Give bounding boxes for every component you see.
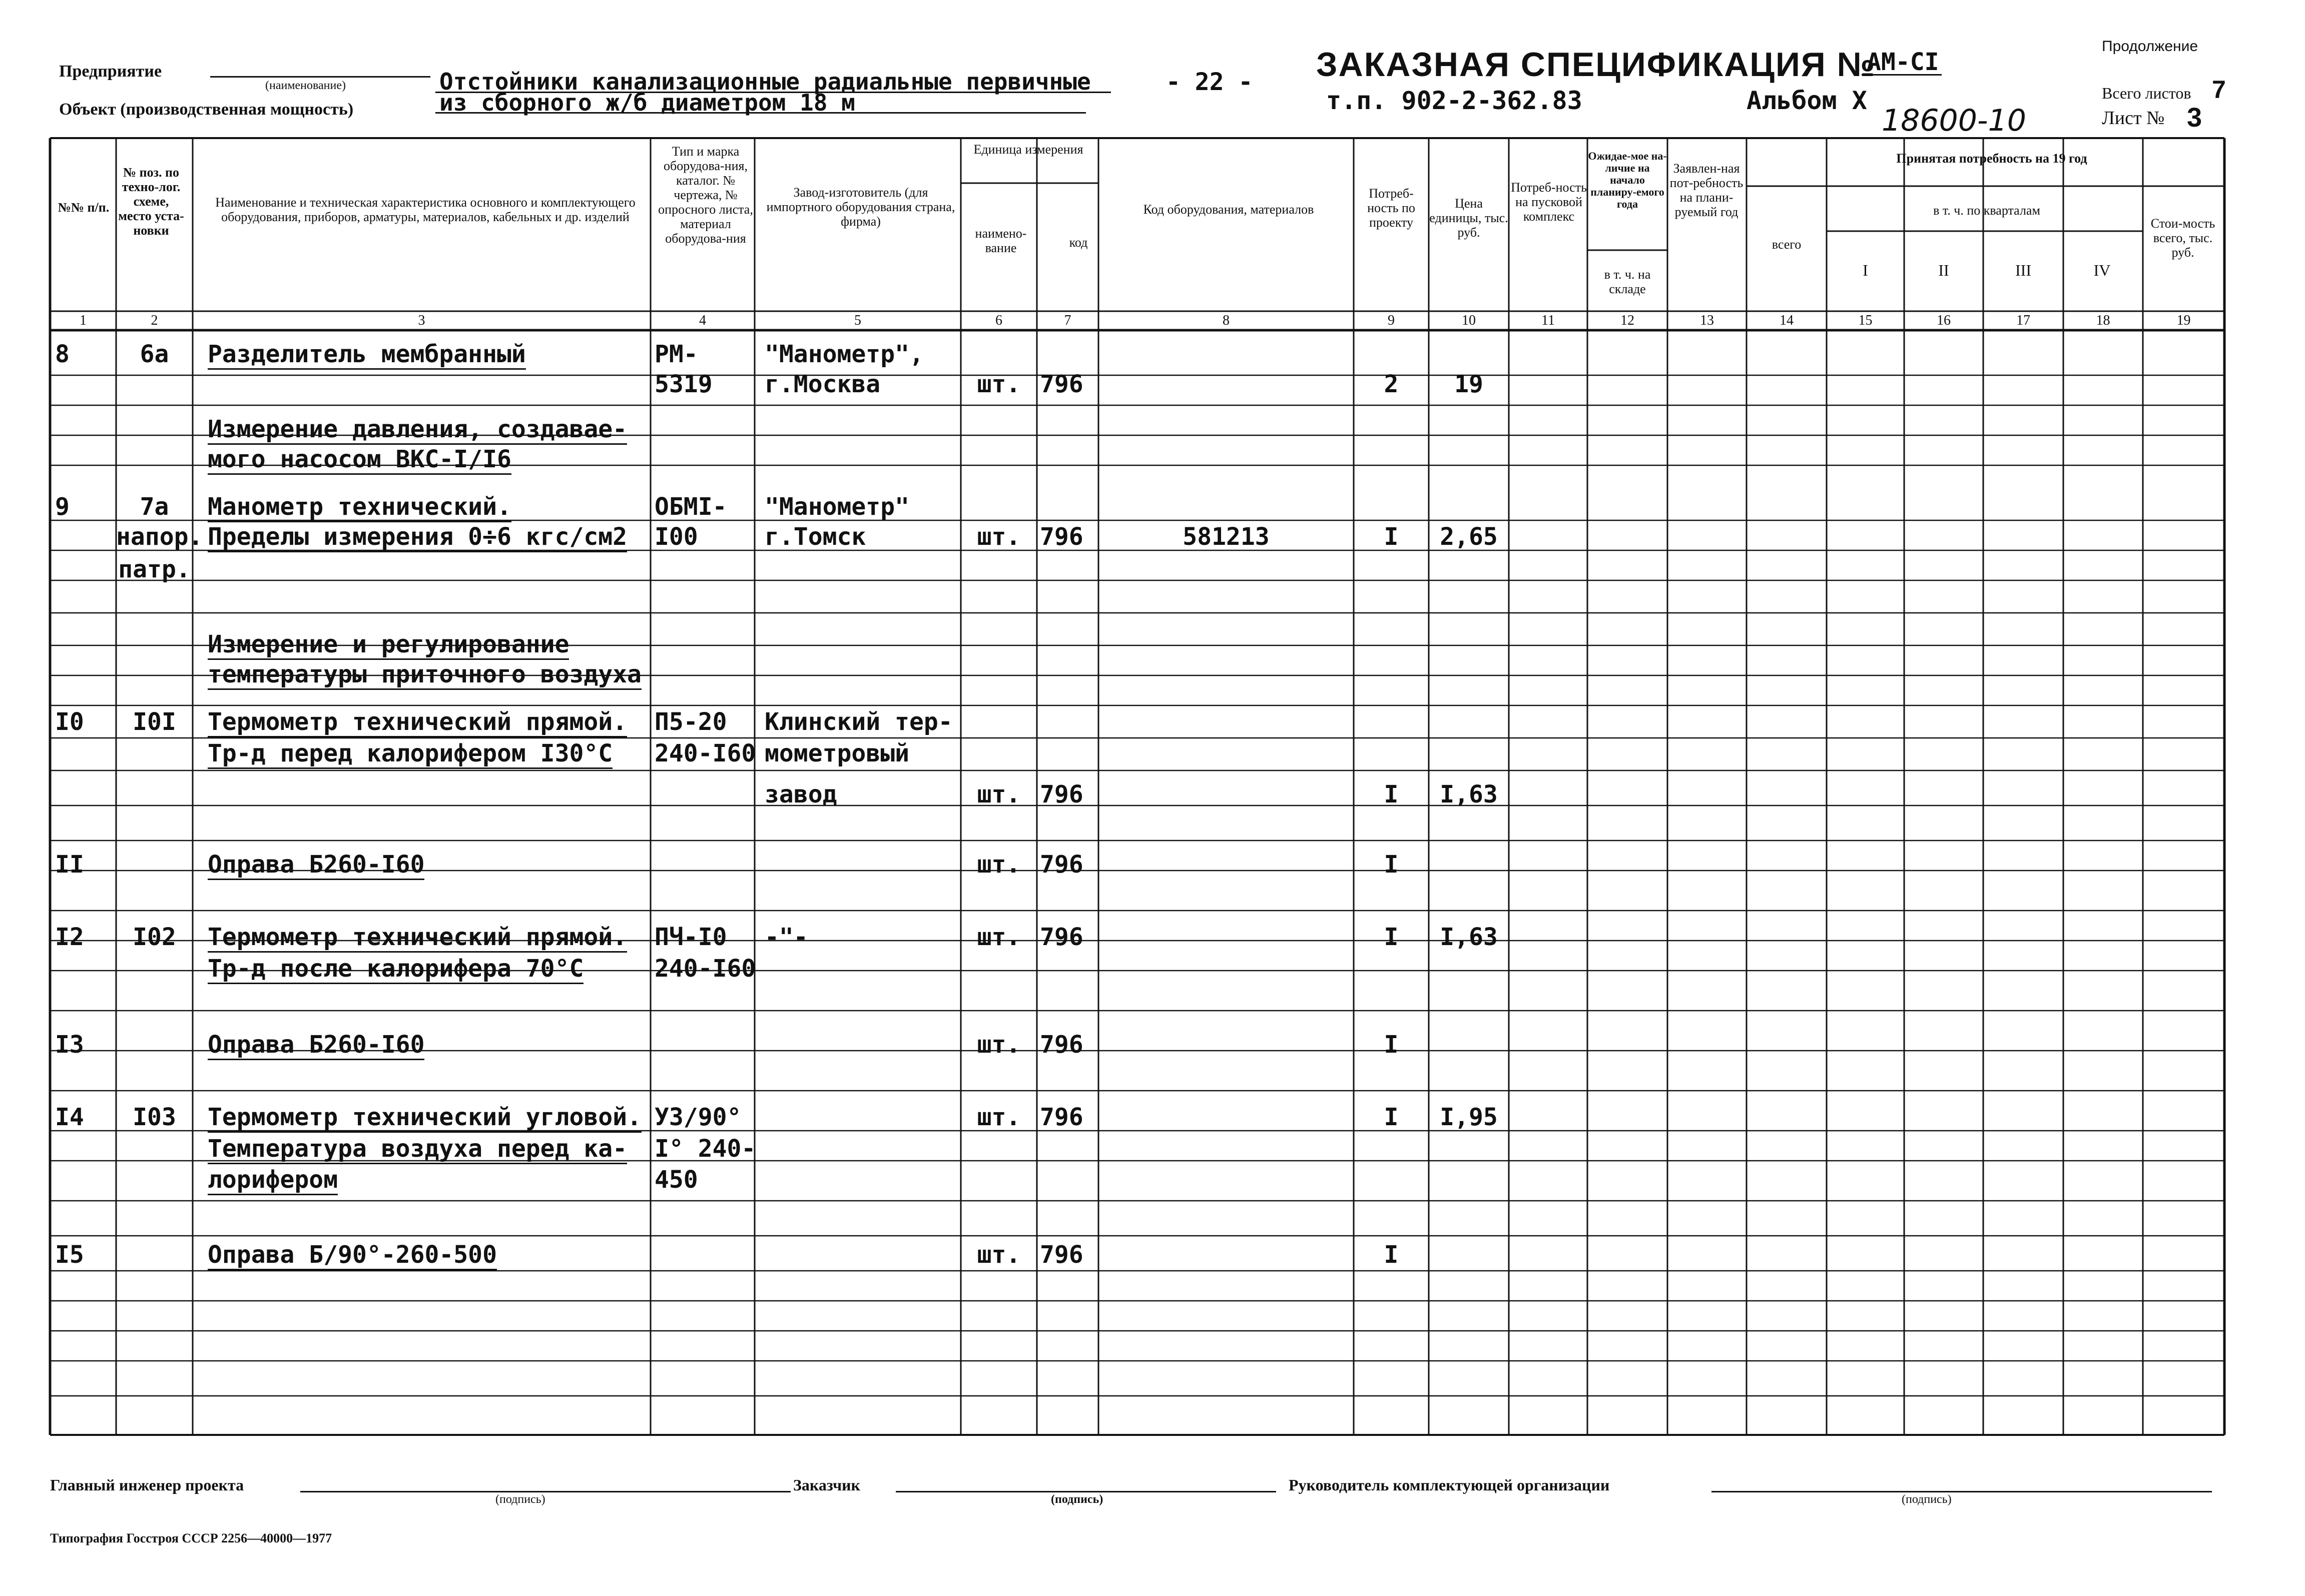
- column-number: 17: [2016, 313, 2030, 328]
- enterprise-label: Предприятие: [59, 62, 162, 81]
- cell-name: мого насосом ВКС-I/I6: [208, 445, 511, 473]
- cell-price: I,63: [1440, 780, 1498, 809]
- cell-name: Манометр технический.: [208, 493, 511, 521]
- cell-name: Измерение и регулирование: [208, 630, 569, 658]
- cell-code: 796: [1040, 1031, 1083, 1059]
- cell-pos: 7а: [140, 493, 169, 521]
- cell-price: I,63: [1440, 923, 1498, 951]
- cell-code: 796: [1040, 1103, 1083, 1131]
- cell-no: II: [55, 851, 84, 879]
- cell-type: ПЧ-I0: [655, 923, 727, 951]
- cell-code: 796: [1040, 1241, 1083, 1269]
- column-number: 13: [1700, 313, 1714, 328]
- sign-label-2: (подпись): [1051, 1493, 1103, 1506]
- col-header-12-top: Ожидае-мое на-личие на начало планиру-емого года: [1588, 150, 1667, 210]
- quarter-4: IV: [2093, 261, 2111, 279]
- unit-group-header: Единица измерения: [973, 142, 1083, 157]
- column-number: 2: [151, 313, 158, 328]
- cell-need: I: [1384, 1031, 1399, 1059]
- quarters-group-header: в т. ч. по кварталам: [1933, 203, 2040, 218]
- cell-pos: патр.: [118, 555, 191, 583]
- cell-name: Оправа Б260-I60: [208, 1031, 424, 1059]
- cell-code: 796: [1040, 851, 1083, 879]
- cell-type: ОБМI-: [655, 493, 727, 521]
- spec-number: АМ-СI: [1867, 48, 1939, 76]
- cell-no: 9: [55, 493, 70, 521]
- name-hint: (наименование): [265, 79, 346, 92]
- cell-name: Пределы измерения 0÷6 кгс/см2: [208, 523, 627, 551]
- chief-engineer-label: Главный инженер проекта: [50, 1476, 244, 1494]
- cell-need: 2: [1384, 370, 1399, 398]
- cell-type: 240-I60: [655, 739, 756, 767]
- col-header-13: Заявлен-ная пот-ребность на плани-руемый год: [1669, 161, 1744, 219]
- sheet-number: 3: [2187, 103, 2202, 133]
- customer-sign-line[interactable]: [896, 1491, 1276, 1492]
- cell-pos: I02: [133, 923, 176, 951]
- cell-name: лорифером: [208, 1166, 338, 1194]
- column-number: 4: [699, 313, 706, 328]
- cell-price: 19: [1454, 370, 1483, 398]
- chief-engineer-sign-line[interactable]: [300, 1491, 791, 1492]
- col-header-14: всего: [1772, 237, 1802, 252]
- cell-name: Термометр технический прямой.: [208, 923, 627, 951]
- cell-code: 796: [1040, 370, 1083, 398]
- total-sheets-value: 7: [2212, 76, 2226, 104]
- cell-need: I: [1384, 923, 1399, 951]
- cell-name: Измерение давления, создавае-: [208, 415, 627, 443]
- supplier-sign-line[interactable]: [1711, 1491, 2212, 1492]
- cell-type: 450: [655, 1166, 698, 1194]
- cell-unit: шт.: [977, 1031, 1021, 1059]
- continuation-label: Продолжение: [2102, 38, 2198, 55]
- cell-unit: шт.: [977, 523, 1021, 551]
- col-header-3: Наименование и техническая характеристика основного и комплектующего оборудования, приборов, арматуры, материалов, кабельных и др. изделий: [215, 195, 636, 224]
- cell-pos: I0I: [133, 708, 176, 736]
- printer-imprint: Типография Госстроя СССР 2256—40000—1977: [50, 1531, 332, 1545]
- cell-code: 796: [1040, 523, 1083, 551]
- album-label: Альбом X: [1747, 86, 1867, 115]
- quarter-1: I: [1863, 261, 1868, 279]
- cell-maker: "Манометр",: [765, 340, 924, 368]
- column-number: 14: [1780, 313, 1794, 328]
- cell-no: I4: [55, 1103, 84, 1131]
- customer-label: Заказчик: [793, 1476, 860, 1494]
- column-number: 3: [418, 313, 425, 328]
- col-header-4: Тип и марка оборудова-ния, каталог. № чертежа, № опросного листа, материал оборудова-ния: [658, 144, 753, 246]
- col-header-7: код: [1069, 235, 1088, 250]
- column-number: 11: [1541, 313, 1555, 328]
- col-header-11: Потреб-ность на пусковой комплекс: [1511, 180, 1587, 224]
- col-header-2: № поз. по техно-лог. схеме, место уста-новки: [118, 165, 184, 238]
- spec-title: ЗАКАЗНАЯ СПЕЦИФИКАЦИЯ №: [1316, 46, 1876, 84]
- column-number: 5: [854, 313, 861, 328]
- cell-no: I5: [55, 1241, 84, 1269]
- total-sheets-label: Всего листов: [2102, 84, 2191, 102]
- cell-unit: шт.: [977, 1103, 1021, 1131]
- column-number: 7: [1064, 313, 1071, 328]
- column-number: 19: [2176, 313, 2191, 328]
- cell-maker: мометровый: [765, 739, 909, 767]
- cell-maker: г.Томск: [765, 523, 866, 551]
- object-label: Объект (производственная мощность): [59, 100, 354, 119]
- cell-price: 2,65: [1440, 523, 1498, 551]
- cell-eqcode: 581213: [1183, 523, 1270, 551]
- cell-name: Оправа Б/90°-260-500: [208, 1241, 497, 1269]
- column-number: 1: [80, 313, 87, 328]
- cell-pos: 6а: [140, 340, 169, 368]
- cell-price: I,95: [1440, 1103, 1498, 1131]
- cell-need: I: [1384, 851, 1399, 879]
- col-header-1: №№ п/п.: [58, 200, 110, 215]
- cell-type: I° 240-: [655, 1135, 756, 1163]
- cell-name: Термометр технический угловой.: [208, 1103, 642, 1131]
- sign-label-3: (подпись): [1902, 1493, 1952, 1506]
- cell-code: 796: [1040, 780, 1083, 809]
- accepted-group-header: Принятая потребность на 19 год: [1896, 151, 2087, 166]
- handwritten-code: 18600-10: [1882, 103, 2026, 138]
- cell-type: 5319: [655, 370, 713, 398]
- column-number: 15: [1858, 313, 1873, 328]
- cell-type: I00: [655, 523, 698, 551]
- quarter-3: III: [2015, 261, 2031, 279]
- col-header-10: Цена единицы, тыс. руб.: [1429, 196, 1508, 240]
- cell-unit: шт.: [977, 1241, 1021, 1269]
- object-line-1: Отстойники канализационные радиальные первичные: [439, 68, 1091, 95]
- cell-pos: напор.: [116, 523, 203, 551]
- quarter-2: II: [1938, 261, 1949, 279]
- column-number: 9: [1388, 313, 1395, 328]
- col-header-5: Завод-изготовитель (для импортного оборудования страна, фирма): [766, 185, 955, 229]
- cell-pos: I03: [133, 1103, 176, 1131]
- cell-maker: Клинский тер-: [765, 708, 953, 736]
- cell-maker: "Манометр": [765, 493, 909, 521]
- sign-label-1: (подпись): [495, 1493, 545, 1506]
- cell-need: I: [1384, 780, 1399, 809]
- object-line-2: из сборного ж/б диаметром 18 м: [439, 89, 855, 116]
- column-number: 18: [2096, 313, 2110, 328]
- cell-need: I: [1384, 1103, 1399, 1131]
- cell-no: I3: [55, 1031, 84, 1059]
- sheet-label: Лист №: [2102, 108, 2165, 129]
- cell-unit: шт.: [977, 780, 1021, 809]
- page-marker: - 22 -: [1166, 68, 1253, 96]
- column-number: 6: [995, 313, 1002, 328]
- col-header-19: Стои-мость всего, тыс. руб.: [2150, 216, 2215, 260]
- cell-unit: шт.: [977, 370, 1021, 398]
- cell-need: I: [1384, 523, 1399, 551]
- cell-name: температуры приточного воздуха: [208, 660, 642, 688]
- col-header-6: наимено-вание: [975, 226, 1027, 255]
- supplier-label: Руководитель комплектующей организации: [1289, 1476, 1610, 1494]
- column-number: 8: [1223, 313, 1230, 328]
- col-header-8: Код оборудования, материалов: [1143, 202, 1314, 217]
- cell-name: Температура воздуха перед ка-: [208, 1135, 627, 1163]
- cell-type: П5-20: [655, 708, 727, 736]
- cell-no: I0: [55, 708, 84, 736]
- col-header-12-bottom: в т. ч. на складе: [1604, 267, 1651, 296]
- cell-no: I2: [55, 923, 84, 951]
- cell-type: РМ-: [655, 340, 698, 368]
- cell-type: 240-I60: [655, 955, 756, 983]
- cell-maker: г.Москва: [765, 370, 881, 398]
- column-number: 12: [1620, 313, 1634, 328]
- tp-code: т.п. 902-2-362.83: [1326, 86, 1582, 115]
- cell-name: Разделитель мембранный: [208, 340, 526, 368]
- cell-need: I: [1384, 1241, 1399, 1269]
- cell-name: Тр-д перед калорифером I30°C: [208, 739, 613, 767]
- cell-name: Тр-д после калорифера 70°C: [208, 955, 584, 983]
- cell-unit: шт.: [977, 851, 1021, 879]
- cell-code: 796: [1040, 923, 1083, 951]
- col-header-9: Потреб-ность по проекту: [1367, 186, 1415, 230]
- cell-name: Оправа Б260-I60: [208, 851, 424, 879]
- column-number: 16: [1937, 313, 1951, 328]
- cell-no: 8: [55, 340, 70, 368]
- cell-type: У3/90°: [655, 1103, 742, 1131]
- cell-maker: -"-: [765, 923, 808, 951]
- cell-maker: завод: [765, 780, 837, 809]
- cell-name: Термометр технический прямой.: [208, 708, 627, 736]
- cell-unit: шт.: [977, 923, 1021, 951]
- column-number: 10: [1462, 313, 1476, 328]
